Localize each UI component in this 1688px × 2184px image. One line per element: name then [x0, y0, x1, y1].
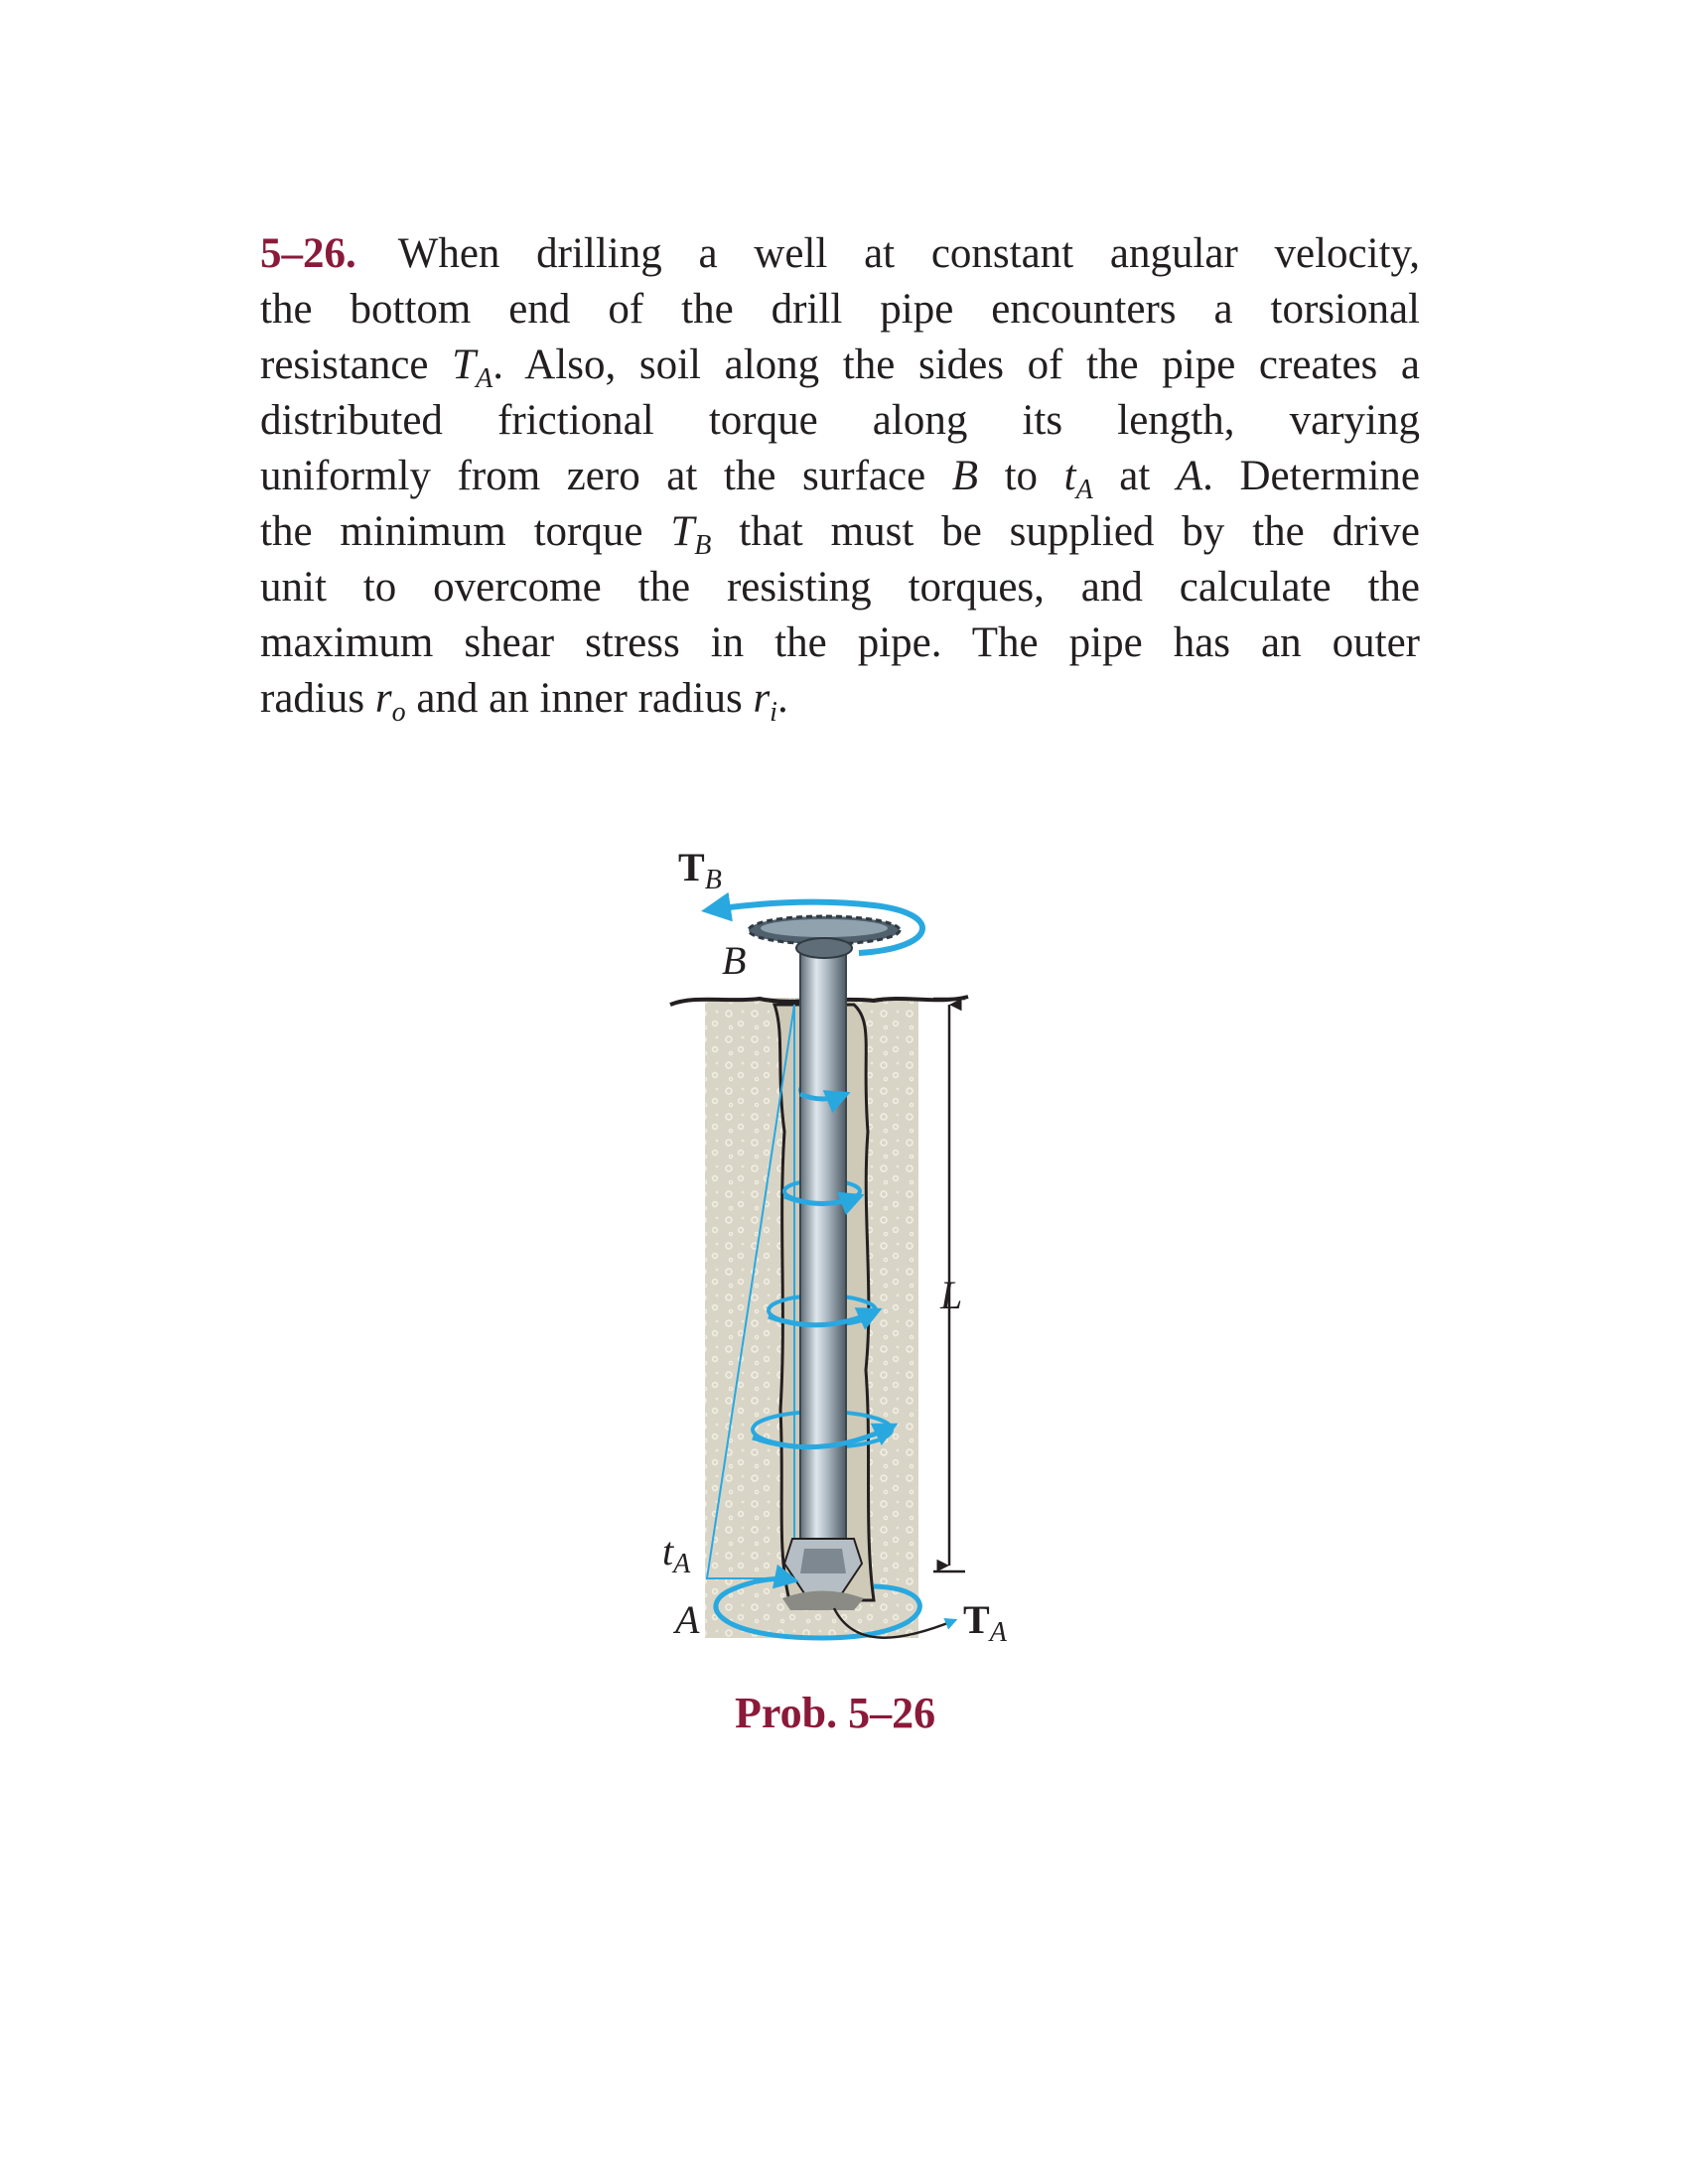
label-TA: $T_A$ [963, 1597, 1007, 1648]
problem-line-8: maximum shear stress in the pipe. The pipe has an outer [260, 619, 1420, 666]
label-A: A [675, 1597, 700, 1642]
problem-line-4: distributed frictional torque along its length, varying [260, 397, 1420, 444]
label-TB: $T_B$ [678, 845, 722, 895]
problem-line-5: uniformly from zero at the surface B to $t_A$ at A. Determine [260, 453, 1420, 505]
drill-bit [782, 1539, 864, 1610]
drill-pipe [800, 948, 846, 1544]
label-tA: $t_A$ [662, 1529, 691, 1579]
problem-line-6: the minimum torque $T_B$ that must be supplied by the drive [260, 508, 1420, 561]
figure-caption: Prob. 5–26 [735, 1689, 936, 1737]
problem-line-9: radius $r_o$ and an inner radius $r_i$. [260, 675, 788, 728]
problem-line-1: 5–26. When drilling a well at constant angular velocity, [260, 230, 1420, 277]
label-L: L [940, 1273, 963, 1317]
label-B: B [722, 938, 747, 983]
problem-line-2: the bottom end of the drill pipe encounters a torsional [260, 286, 1420, 333]
problem-number: 5–26. [260, 230, 356, 277]
problem-line-7: unit to overcome the resisting torques, and calculate the [260, 564, 1420, 611]
problem-line-3: resistance $T_A$. Also, soil along the sides of the pipe creates a [260, 341, 1420, 394]
